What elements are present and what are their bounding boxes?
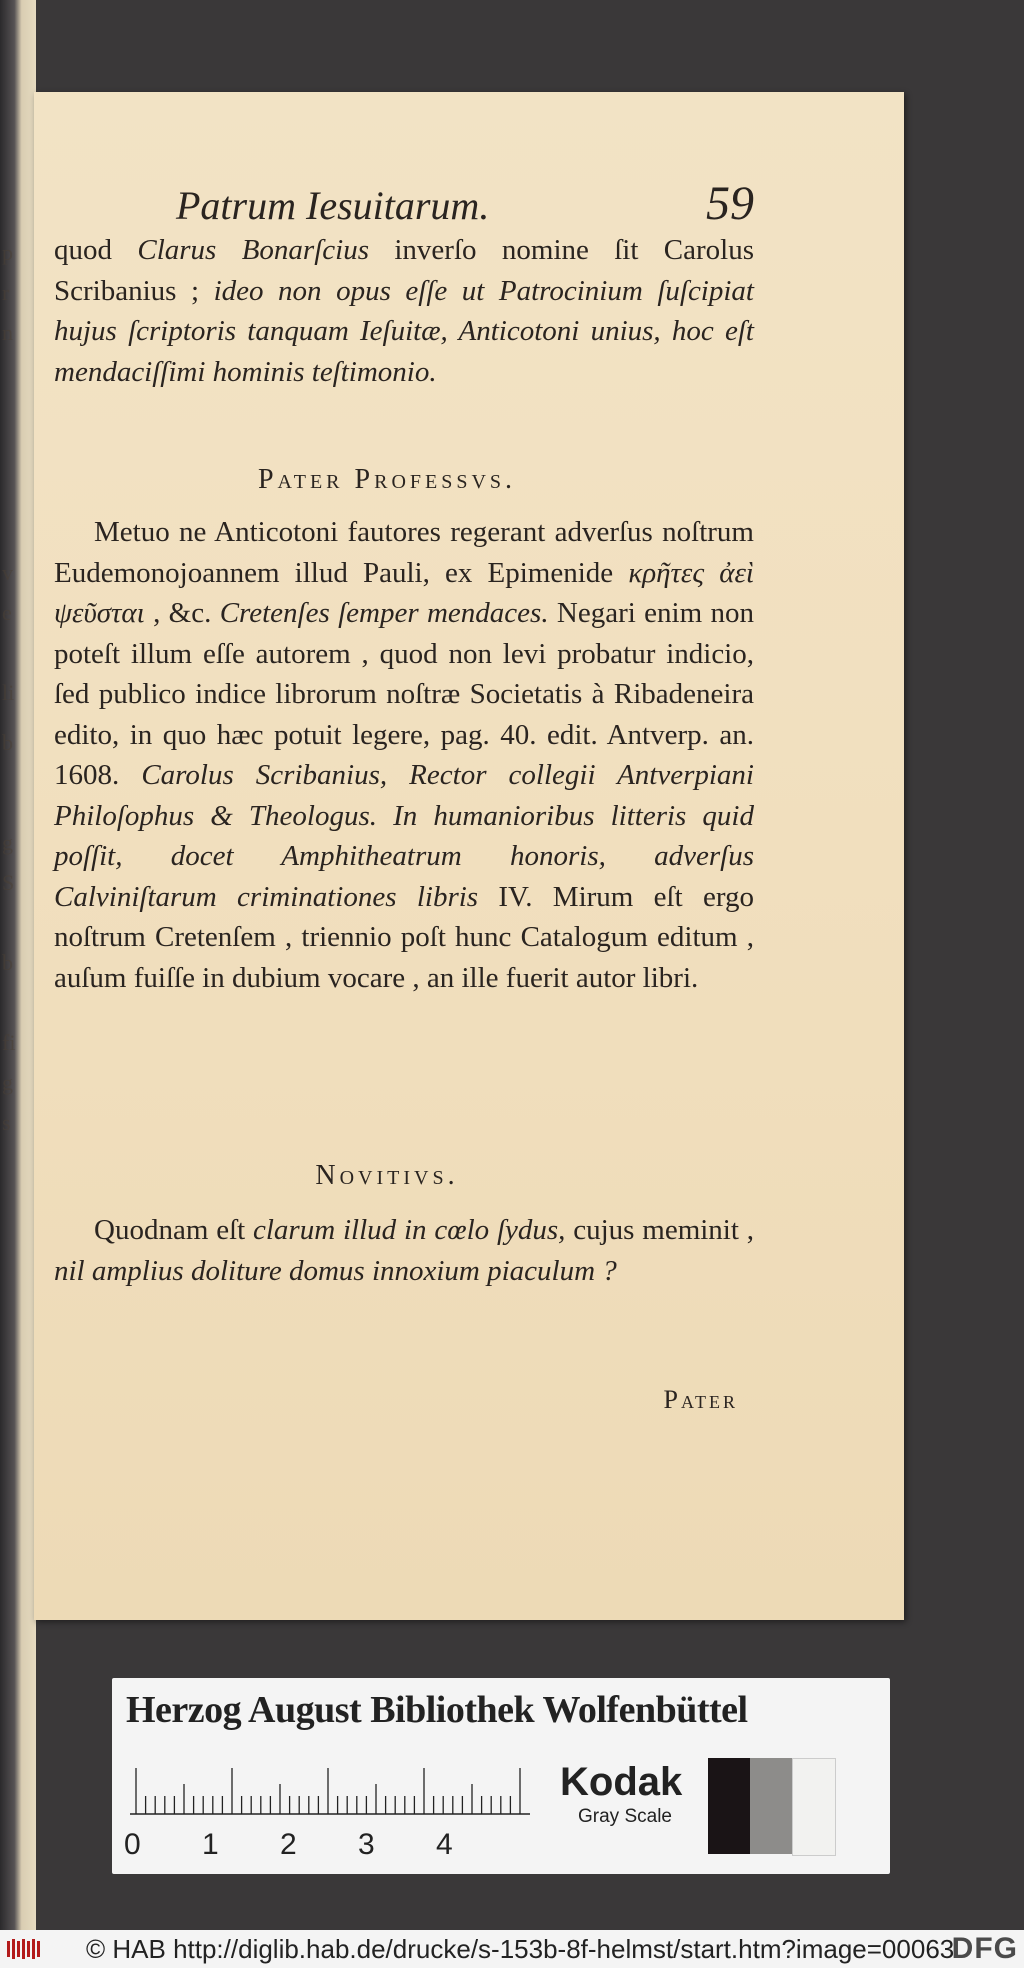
gray-swatch-dark <box>708 1758 750 1854</box>
footer-bar <box>0 1930 1024 1968</box>
adjacent-page-edge: p r n v e li b g S b fi g s <box>0 0 36 1930</box>
text-run: IV. Mirum eſt ergo noſtrum Cretenſem , triennio poſt hunc Catalogum editum , auſum fuiſſe in dubium vocare , an ille fuerit autor libri. <box>54 880 754 994</box>
ruler-label: 1 <box>202 1828 219 1861</box>
ruler-label: 0 <box>124 1828 141 1861</box>
ruler-label: 2 <box>280 1828 297 1861</box>
gray-swatch-mid <box>750 1758 792 1854</box>
catchword: Pater <box>663 1385 738 1414</box>
kodak-logo: Kodak <box>560 1760 683 1804</box>
gray-scale-label: Gray Scale <box>578 1806 672 1827</box>
ruler-label: 4 <box>436 1828 453 1861</box>
book-page <box>34 92 904 1620</box>
ruler-label: 3 <box>358 1828 375 1861</box>
text-run: Cretenſes ſemper mendaces. <box>219 597 549 629</box>
paragraph-2 <box>54 512 754 998</box>
scale-ruler <box>130 1768 530 1816</box>
section-heading-pater-professus: Pater Professvs. <box>257 464 517 495</box>
text-run: , &c. <box>144 597 220 629</box>
text-run: Negari enim non poteſt illum eſſe autorem , quod non levi probatur indicio, ſed publico indice librorum noſtræ Societatis à Ribadeneira edito, in quo hæc potuit legere, pag. 40. edit. Antverp. an. 1608. <box>54 597 754 791</box>
text-run: Quodnam eſt <box>94 1214 253 1246</box>
dfg-logo: DFG <box>951 1932 1018 1965</box>
text-run: Metuo ne Anticotoni fautores regerant adverſus noſtrum Eudemonojoannem illud Pauli, ex Epimenide <box>54 516 754 589</box>
page-header <box>154 177 754 232</box>
text-run: nil amplius doliture domus innoxium piaculum ? <box>54 1254 617 1287</box>
text-run: ideo non opus eſſe ut Patrocinium ſuſcipiat hujus ſcriptoris tanquam Ieſuitæ, Anticotoni unius, hoc eſt mendaciſſimi hominis teſtimonio. <box>54 274 754 388</box>
text-run: cujus meminit , <box>565 1214 754 1246</box>
library-name: Herzog August Bibliothek Wolfenbüttel <box>126 1689 748 1731</box>
running-title: Patrum Iesuitarum. <box>176 183 490 228</box>
paragraph-3 <box>54 1210 754 1291</box>
source-url[interactable]: © HAB http://diglib.hab.de/drucke/s-153b-8f-helmst/start.htm?image=00063 <box>86 1934 955 1964</box>
text-run: κρῆτες ἀεὶ ψεῦσται <box>54 556 754 629</box>
section-heading-novitius: Novitivs. <box>315 1160 459 1191</box>
text-run: Clarus Bonarſcius <box>137 234 395 266</box>
text-run: quod <box>54 234 138 266</box>
hab-logo-icon <box>6 1937 44 1961</box>
color-target-card <box>112 1678 890 1874</box>
page-number: 59 <box>706 177 754 230</box>
paragraph-1 <box>54 230 754 392</box>
text-run: Carolus Scribanius, Rector collegii Antverpiani Philoſophus & Theologus. In humanioribus litteris quid poſſit, docet Amphitheatrum honoris, adverſus Calviniſtarum criminationes libris <box>54 759 754 913</box>
gray-swatch-light <box>792 1758 836 1856</box>
text-run: inverſo nomine ſit Carolus Scribanius ; <box>54 234 755 307</box>
text-run: clarum illud in cœlo ſydus, <box>253 1214 566 1246</box>
